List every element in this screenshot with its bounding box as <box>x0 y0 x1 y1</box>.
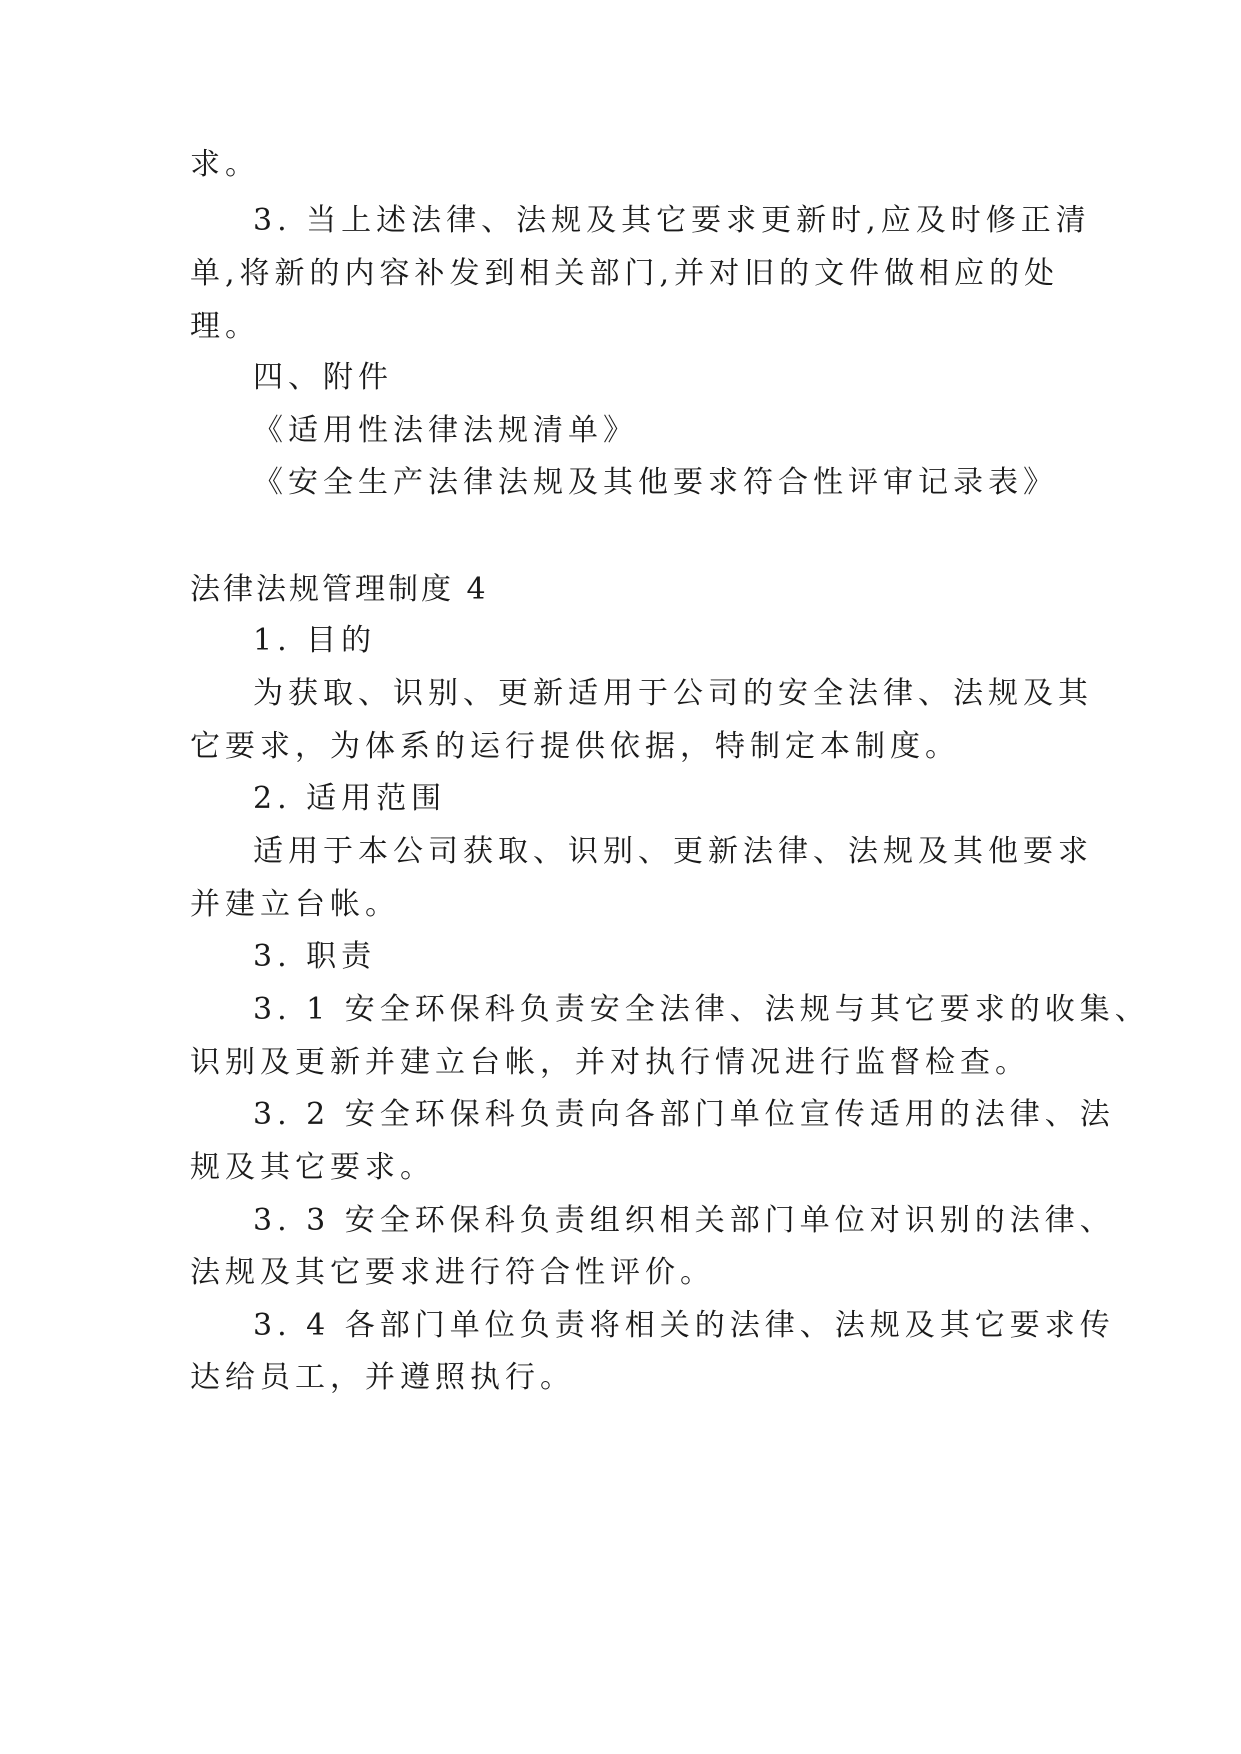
text-line: 理。 <box>190 309 260 344</box>
text-line: 并建立台帐。 <box>190 887 400 922</box>
text-line: 3. 2 安全环保科负责向各部门单位宣传适用的法律、法 <box>253 1097 1115 1132</box>
text-line: 规及其它要求。 <box>190 1150 435 1185</box>
text-line: 3. 当上述法律、法规及其它要求更新时,应及时修正清 <box>253 203 1091 238</box>
attachment-title: 《安全生产法律法规及其他要求符合性评审记录表》 <box>253 465 1058 500</box>
text-line: 3. 3 安全环保科负责组织相关部门单位对识别的法律、 <box>253 1203 1115 1238</box>
document-title: 法律法规管理制度 4 <box>190 572 489 607</box>
text-line: 为获取、识别、更新适用于公司的安全法律、法规及其 <box>253 676 1093 711</box>
text-line: 求。 <box>190 147 260 182</box>
attachment-title: 《适用性法律法规清单》 <box>253 413 638 448</box>
text-line: 达给员工，并遵照执行。 <box>190 1360 575 1395</box>
section-heading: 3. 职责 <box>253 939 377 974</box>
text-line: 适用于本公司获取、识别、更新法律、法规及其他要求 <box>253 834 1093 869</box>
text-line: 3. 1 安全环保科负责安全法律、法规与其它要求的收集、 <box>253 992 1150 1027</box>
text-line: 单,将新的内容补发到相关部门,并对旧的文件做相应的处 <box>190 256 1060 291</box>
text-line: 识别及更新并建立台帐，并对执行情况进行监督检查。 <box>190 1045 1030 1080</box>
text-line: 法规及其它要求进行符合性评价。 <box>190 1255 715 1290</box>
text-line: 3. 4 各部门单位负责将相关的法律、法规及其它要求传 <box>253 1308 1115 1343</box>
section-heading: 2. 适用范围 <box>253 781 447 816</box>
section-heading: 1. 目的 <box>253 623 377 658</box>
text-line: 它要求，为体系的运行提供依据，特制定本制度。 <box>190 729 960 764</box>
section-heading: 四、附件 <box>253 360 393 395</box>
